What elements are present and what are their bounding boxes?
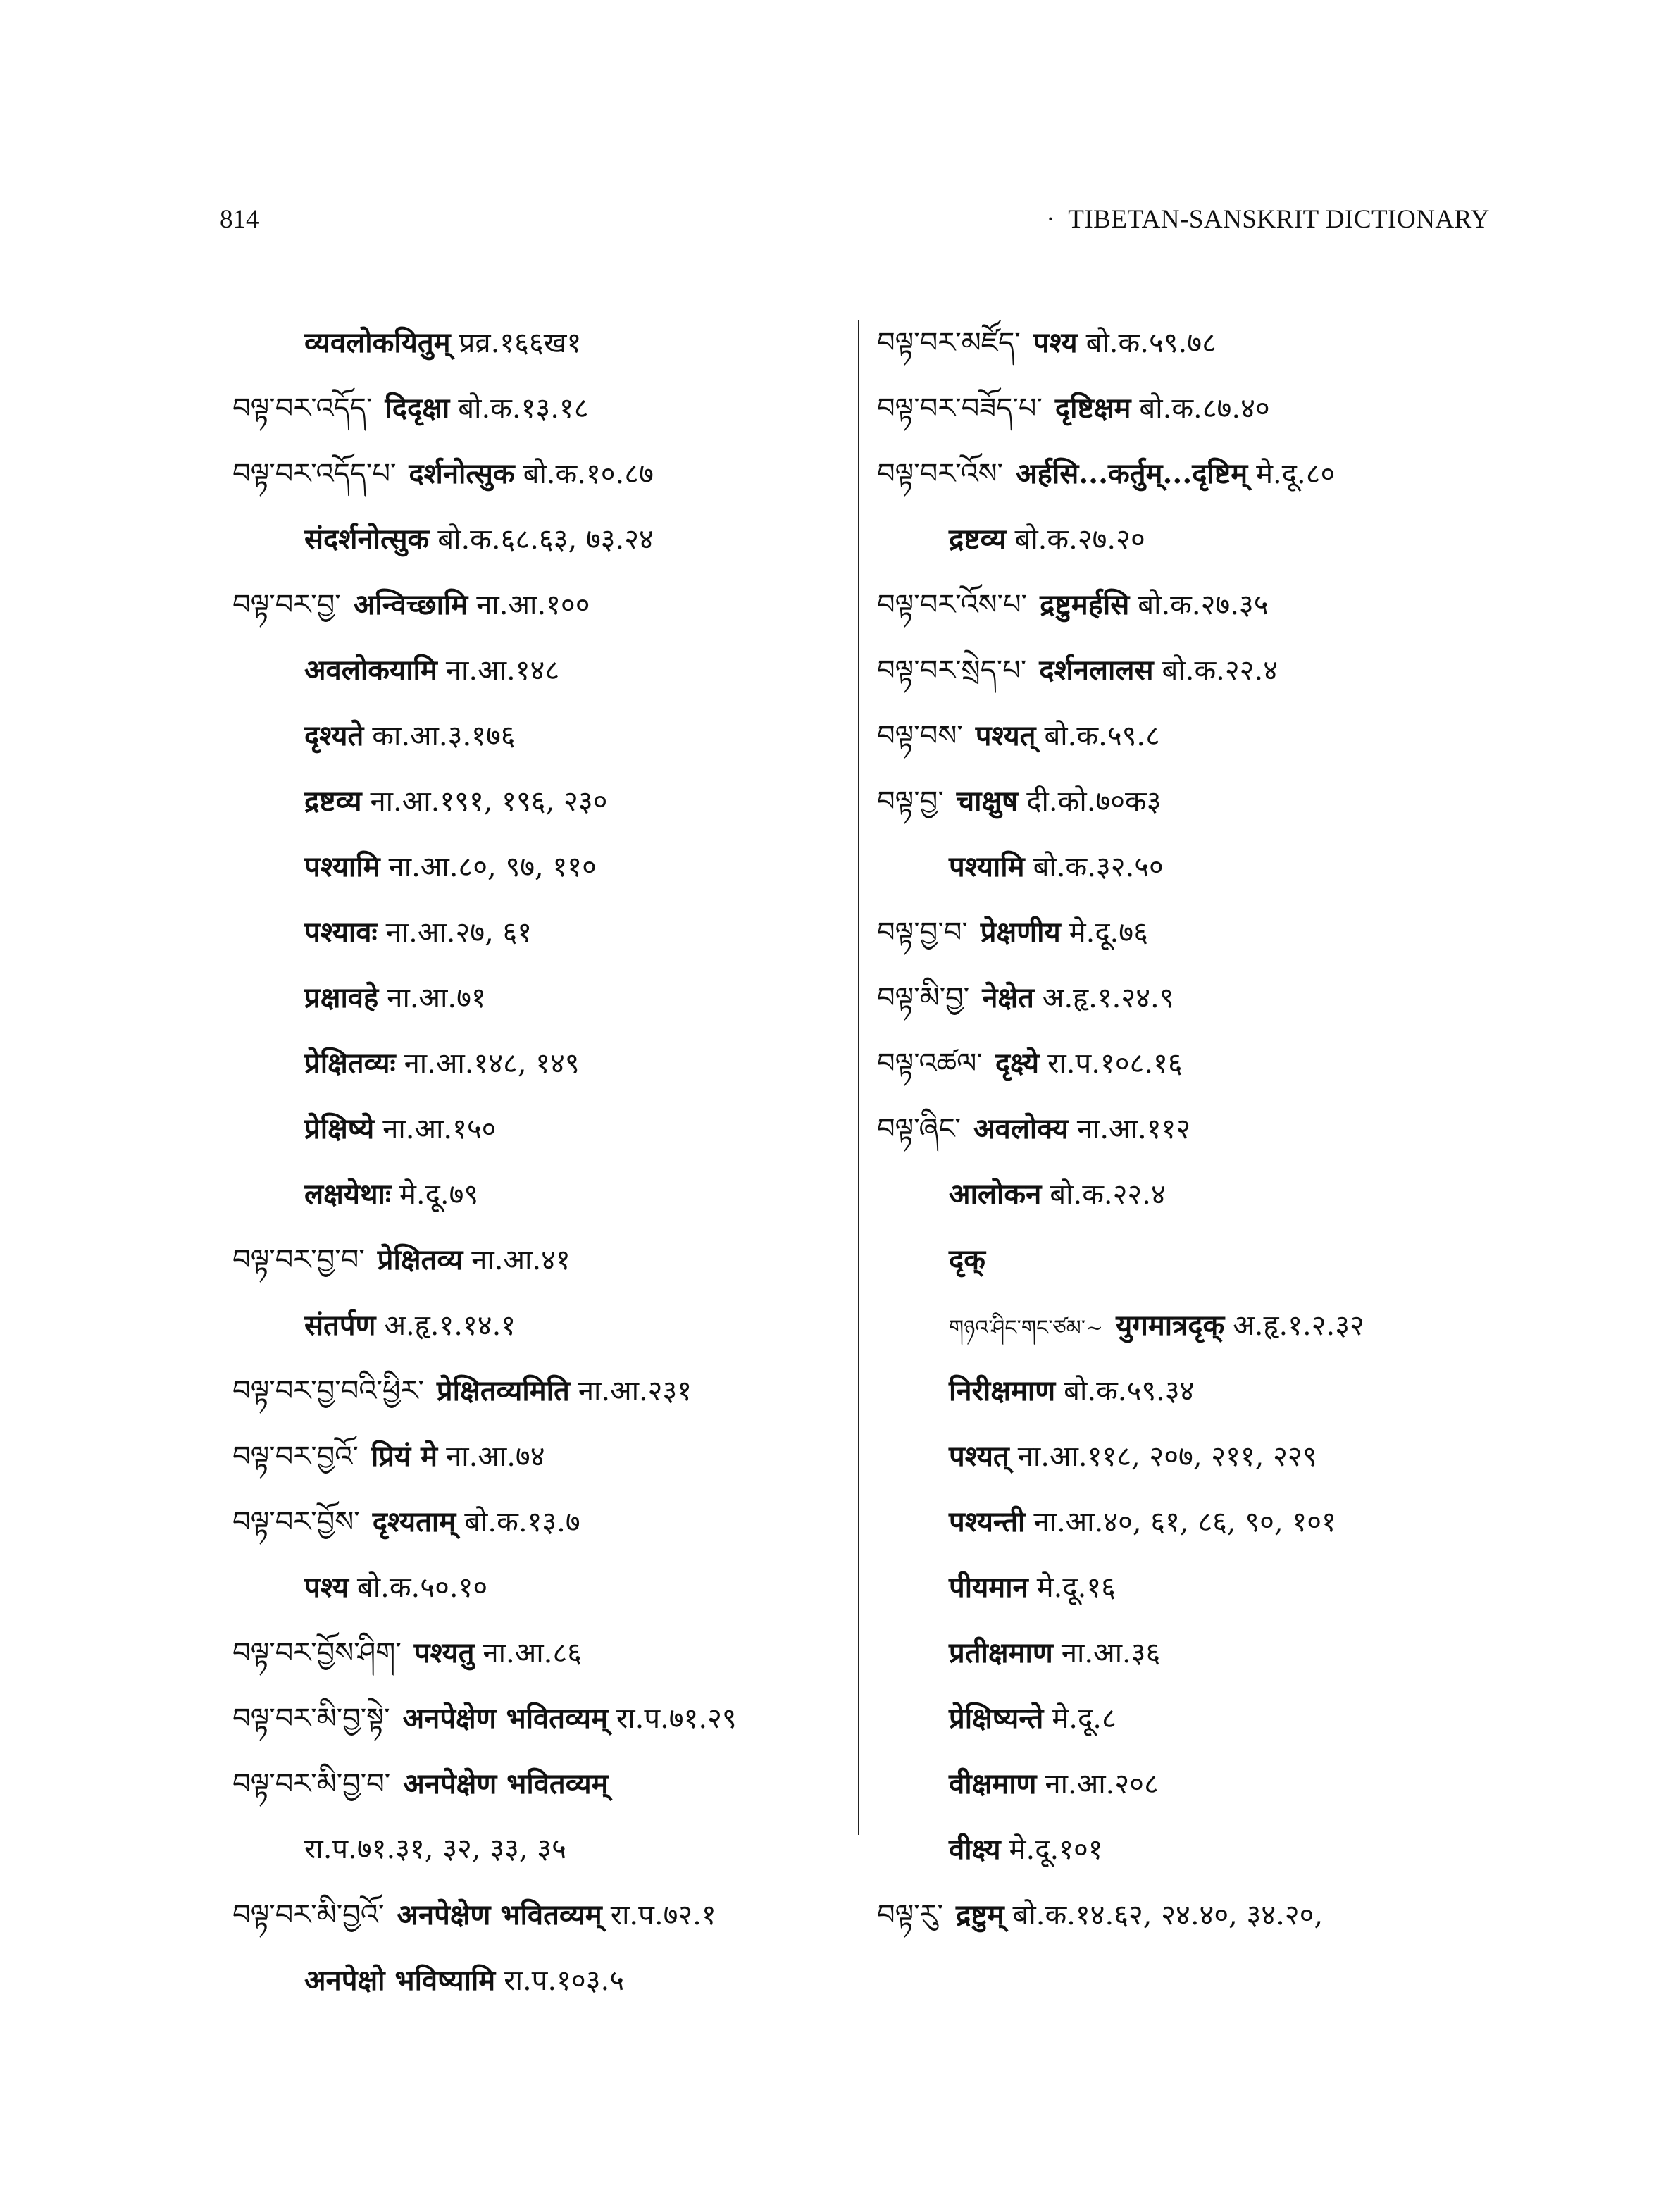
dictionary-entry [877, 1293, 1497, 1358]
dictionary-entry [877, 637, 1497, 703]
dictionary-entry [877, 572, 1497, 637]
dictionary-entry [877, 834, 1497, 899]
dictionary-entry [877, 1817, 1497, 1882]
tibetan-headword: བལྟ་བྱ་བ་ [877, 916, 968, 949]
sanskrit-equivalent: प्रेक्षणीय [980, 916, 1061, 949]
dictionary-entry [232, 1948, 845, 2013]
dictionary-entry [232, 1620, 845, 1686]
tibetan-headword: བལྟ་བར་བྱའོ་ [232, 1440, 359, 1473]
source-reference: दी.को.७०क३ [1026, 785, 1162, 818]
tibetan-headword: བལྟ་རུ་ [877, 1899, 943, 1931]
sanskrit-equivalent: पश्य [304, 1571, 349, 1604]
dictionary-entry [232, 768, 845, 834]
source-reference: रा.प.१०३.५ [504, 1965, 625, 1997]
dictionary-entry [877, 506, 1497, 572]
dictionary-entry [232, 1293, 845, 1358]
sanskrit-equivalent: चाक्षुष [956, 785, 1019, 818]
source-reference: ना.आ.४०, ६१, ८६, ९०, १०१ [1033, 1506, 1336, 1538]
sanskrit-equivalent: अन्विच्छामि [353, 588, 468, 621]
sanskrit-equivalent: अनपेक्षेण भवितव्यम् [397, 1898, 602, 1931]
running-title: · TIBETAN-SANSKRIT DICTIONARY [1046, 204, 1490, 235]
tibetan-headword: བལྟ་བས་ [877, 720, 963, 752]
source-reference: ना.आ.२०८ [1045, 1768, 1159, 1800]
source-reference: मे.दू.१६ [1036, 1571, 1116, 1604]
source-reference: बो.क.५९.३४ [1064, 1375, 1195, 1407]
sanskrit-equivalent: पश्यामि [304, 850, 380, 883]
tibetan-headword: བལྟ་བར་བྱ་བའི་ཕྱིར་ [232, 1375, 424, 1407]
source-reference: बो.क.२२.४ [1162, 654, 1278, 687]
dictionary-entry [232, 572, 845, 637]
sanskrit-equivalent: अनपेक्षेण भवितव्यम् [402, 1702, 608, 1735]
tibetan-headword: བལྟ་འཚལ་ [877, 1047, 983, 1080]
dictionary-entry [877, 1162, 1497, 1227]
source-reference: ना.आ.२३१ [578, 1375, 692, 1407]
dictionary-entry [232, 1882, 845, 1948]
dictionary-entry [232, 1555, 845, 1620]
sanskrit-equivalent: द्रष्टव्य [304, 785, 362, 818]
source-reference: मे.दू.८० [1256, 458, 1336, 490]
source-reference: ना.आ.७१ [387, 982, 486, 1014]
dictionary-entry [232, 637, 845, 703]
dictionary-entry [232, 1358, 845, 1424]
tibetan-headword: གཉའ་ཤིང་གང་ཙམ་~ [949, 1316, 1104, 1340]
sanskrit-equivalent: निरीक्षमाण [949, 1374, 1056, 1407]
tibetan-headword: བལྟ་བར་བྱ་བ་ [232, 1244, 365, 1276]
tibetan-headword: བལྟ་བར་མི་བྱའོ་ [232, 1899, 385, 1931]
source-reference: अ.हृ.१.२४.९ [1042, 982, 1174, 1014]
sanskrit-equivalent: अवलोक्य [973, 1112, 1069, 1145]
dictionary-entry [232, 1227, 845, 1293]
tibetan-headword: བལྟ་ཞིང་ [877, 1113, 961, 1145]
sanskrit-equivalent: संतर्पण [304, 1309, 376, 1342]
dictionary-entry [232, 1162, 845, 1227]
sanskrit-equivalent: दृश्यते [304, 719, 364, 752]
source-reference: ना.आ.१४८, १४९ [404, 1047, 580, 1080]
dictionary-entry [232, 1424, 845, 1489]
source-reference: बो.क.२७.२० [1014, 523, 1145, 556]
tibetan-headword: བལྟ་བར་སྲེད་པ་ [877, 654, 1027, 687]
sanskrit-equivalent: पश्यामि [949, 850, 1025, 883]
dictionary-entry [877, 1227, 1497, 1293]
sanskrit-equivalent: दृक् [949, 1243, 985, 1276]
dictionary-entry [232, 899, 845, 965]
dictionary-entry [232, 1686, 845, 1751]
source-reference: रा.प.७२.१ [610, 1899, 716, 1931]
column-divider [858, 320, 859, 1835]
sanskrit-equivalent: युगमात्रदृक् [1116, 1309, 1225, 1342]
sanskrit-equivalent: दिदृक्षा [385, 392, 450, 425]
source-reference: ना.आ.११२ [1076, 1113, 1191, 1145]
sanskrit-equivalent: पश्य [1033, 326, 1078, 359]
sanskrit-equivalent: दृश्यताम् [372, 1505, 456, 1538]
source-reference: प्रव्र.१६६ख१ [459, 327, 582, 359]
source-reference: बो.क.२७.३५ [1138, 589, 1269, 621]
dictionary-entry [877, 1751, 1497, 1817]
dictionary-entry [232, 1096, 845, 1162]
sanskrit-equivalent: पश्यन्ती [949, 1505, 1026, 1538]
source-reference: बो.क.५०.१० [356, 1571, 488, 1604]
sanskrit-equivalent: प्रेक्षितव्य [377, 1243, 463, 1276]
tibetan-headword: བལྟ་བར་བཟོད་པ་ [877, 392, 1043, 425]
tibetan-headword: བལྟ་བར་བྱོས་ཤིག་ [232, 1637, 402, 1669]
dictionary-entry [877, 375, 1497, 441]
sanskrit-equivalent: दर्शनलालस [1039, 654, 1154, 687]
source-reference: ना.आ.१४८ [445, 654, 560, 687]
sanskrit-equivalent: दृष्टिक्षम [1054, 392, 1131, 425]
dictionary-entry [232, 441, 845, 506]
sanskrit-equivalent: द्रष्टुम् [956, 1898, 1004, 1931]
source-reference: ना.आ.८६ [483, 1637, 582, 1669]
source-reference: मे.दू.८ [1052, 1702, 1116, 1735]
dictionary-entry [232, 965, 845, 1031]
dictionary-entry [232, 506, 845, 572]
sanskrit-equivalent: अनपेक्षेण भवितव्यम् [403, 1767, 609, 1800]
sanskrit-equivalent: प्रेक्षितव्यमिति [436, 1374, 570, 1407]
source-reference: अ.हृ.१.१४.१ [384, 1309, 516, 1342]
left-column [232, 310, 845, 2013]
source-reference: का.आ.३.१७६ [372, 720, 516, 752]
dictionary-entry [877, 1555, 1497, 1620]
sanskrit-equivalent: संदर्शनोत्सुक [304, 523, 430, 556]
tibetan-headword: བལྟ་བར་མཛོད་ [877, 327, 1021, 359]
tibetan-headword: བལྟ་བར་མི་བྱ་སྟེ་ [232, 1702, 390, 1735]
sanskrit-equivalent: प्रक्षावहे [304, 981, 379, 1014]
right-column [877, 310, 1497, 1948]
source-reference: रा.प.७१.३१, ३२, ३३, ३५ [304, 1833, 566, 1865]
dictionary-entry [877, 768, 1497, 834]
dictionary-entry [877, 1882, 1497, 1948]
page-number: 814 [220, 205, 259, 234]
dictionary-entry [877, 1096, 1497, 1162]
source-reference: मे.दू.७९ [399, 1178, 479, 1211]
sanskrit-equivalent: द्रष्टुमर्हसि [1040, 588, 1130, 621]
dictionary-entry [232, 1751, 845, 1817]
dictionary-entry [232, 310, 845, 375]
dictionary-entry [877, 1620, 1497, 1686]
tibetan-headword: བལྟ་བར་བྱོས་ [232, 1506, 360, 1538]
dictionary-entry [232, 1817, 845, 1882]
source-reference: अ.हृ.१.२.३२ [1233, 1309, 1364, 1342]
sanskrit-equivalent: प्रेक्षिष्ये [304, 1112, 375, 1145]
sanskrit-equivalent: प्रेक्षिष्यन्ते [949, 1702, 1044, 1735]
dictionary-entry [877, 1424, 1497, 1489]
source-reference: बो.क.३२.५० [1033, 851, 1164, 883]
source-reference: ना.आ.१९१, १९६, २३० [370, 785, 608, 818]
source-reference: बो.क.८७.४० [1139, 392, 1270, 425]
sanskrit-equivalent: प्रियं मे [371, 1440, 438, 1473]
source-reference: बो.क.१०.८७ [523, 458, 654, 490]
sanskrit-equivalent: अनपेक्षो भविष्यामि [304, 1964, 496, 1997]
source-reference: ना.आ.८०, ९७, ११० [388, 851, 597, 883]
source-reference: ना.आ.२७, ६१ [385, 916, 533, 949]
source-reference: बो.क.५९.८ [1044, 720, 1160, 752]
source-reference: ना.आ.१०० [476, 589, 590, 621]
sanskrit-equivalent: पीयमान [949, 1571, 1028, 1604]
dictionary-entry [232, 1489, 845, 1555]
source-reference: ना.आ.४१ [471, 1244, 571, 1276]
sanskrit-equivalent: आलोकन [949, 1178, 1042, 1211]
source-reference: रा.प.७१.२९ [616, 1702, 737, 1735]
sanskrit-equivalent: वीक्ष्य [949, 1833, 1001, 1866]
tibetan-headword: བལྟ་བྱ་ [877, 785, 944, 818]
dictionary-entry [877, 441, 1497, 506]
sanskrit-equivalent: प्रतीक्षमाण [949, 1636, 1053, 1669]
tibetan-headword: བལྟ་བར་འོས་ [877, 458, 1004, 490]
sanskrit-equivalent: अवलोकयामि [304, 654, 437, 687]
dictionary-entry [877, 1358, 1497, 1424]
sanskrit-equivalent: व्यवलोकयितुम् [304, 326, 451, 359]
source-reference: रा.प.१०८.१६ [1047, 1047, 1183, 1080]
tibetan-headword: བལྟ་བར་འདོད་པ་ [232, 458, 397, 490]
dictionary-entry [877, 703, 1497, 768]
dictionary-entry [877, 1489, 1497, 1555]
dictionary-entry [877, 899, 1497, 965]
source-reference: मे.दू.७६ [1069, 916, 1148, 949]
sanskrit-equivalent: द्रष्टव्य [949, 523, 1007, 556]
tibetan-headword: བལྟ་བར་མི་བྱ་བ་ [232, 1768, 391, 1800]
source-reference: बो.क.१३.१८ [458, 392, 589, 425]
source-reference: बो.क.२२.४ [1050, 1178, 1166, 1211]
source-reference: मे.दू.१०१ [1009, 1833, 1103, 1866]
source-reference: ना.आ.७४ [446, 1440, 545, 1473]
dictionary-entry [232, 703, 845, 768]
source-reference: बो.क.१३.७ [464, 1506, 580, 1538]
tibetan-headword: བལྟ་བར་འོས་པ་ [877, 589, 1028, 621]
sanskrit-equivalent: वीक्षमाण [949, 1767, 1037, 1800]
sanskrit-equivalent: अर्हसि...कर्तुम्...दृष्टिम् [1016, 457, 1248, 490]
source-reference: बो.क.६८.६३, ७३.२४ [437, 523, 654, 556]
tibetan-headword: བལྟ་མི་བྱ་ [877, 982, 970, 1014]
sanskrit-equivalent: दर्शनोत्सुक [409, 457, 515, 490]
source-reference: बो.क.१४.६२, २४.४०, ३४.२०, [1012, 1899, 1324, 1931]
sanskrit-equivalent: पश्यावः [304, 916, 378, 949]
source-reference: बो.क.५९.७८ [1085, 327, 1217, 359]
dictionary-entry [232, 834, 845, 899]
source-reference: ना.आ.१५० [382, 1113, 497, 1145]
source-reference: ना.आ.११८, २०७, २११, २२९ [1017, 1440, 1317, 1473]
sanskrit-equivalent: पश्यतु [413, 1636, 475, 1669]
dictionary-entry [877, 310, 1497, 375]
source-reference: ना.आ.३६ [1061, 1637, 1161, 1669]
sanskrit-equivalent: लक्षयेथाः [304, 1178, 391, 1211]
tibetan-headword: བལྟ་བར་འདོད་ [232, 392, 373, 425]
dictionary-entry [877, 965, 1497, 1031]
dictionary-entry [877, 1686, 1497, 1751]
sanskrit-equivalent: पश्यत् [975, 719, 1036, 752]
sanskrit-equivalent: नेक्षेत [982, 981, 1034, 1014]
sanskrit-equivalent: प्रेक्षितव्यः [304, 1047, 396, 1080]
dictionary-entry [232, 1031, 845, 1096]
sanskrit-equivalent: दृक्ष्ये [995, 1047, 1040, 1080]
dictionary-entry [232, 375, 845, 441]
sanskrit-equivalent: पश्यत् [949, 1440, 1009, 1473]
tibetan-headword: བལྟ་བར་བྱ་ [232, 589, 341, 621]
dictionary-entry [877, 1031, 1497, 1096]
